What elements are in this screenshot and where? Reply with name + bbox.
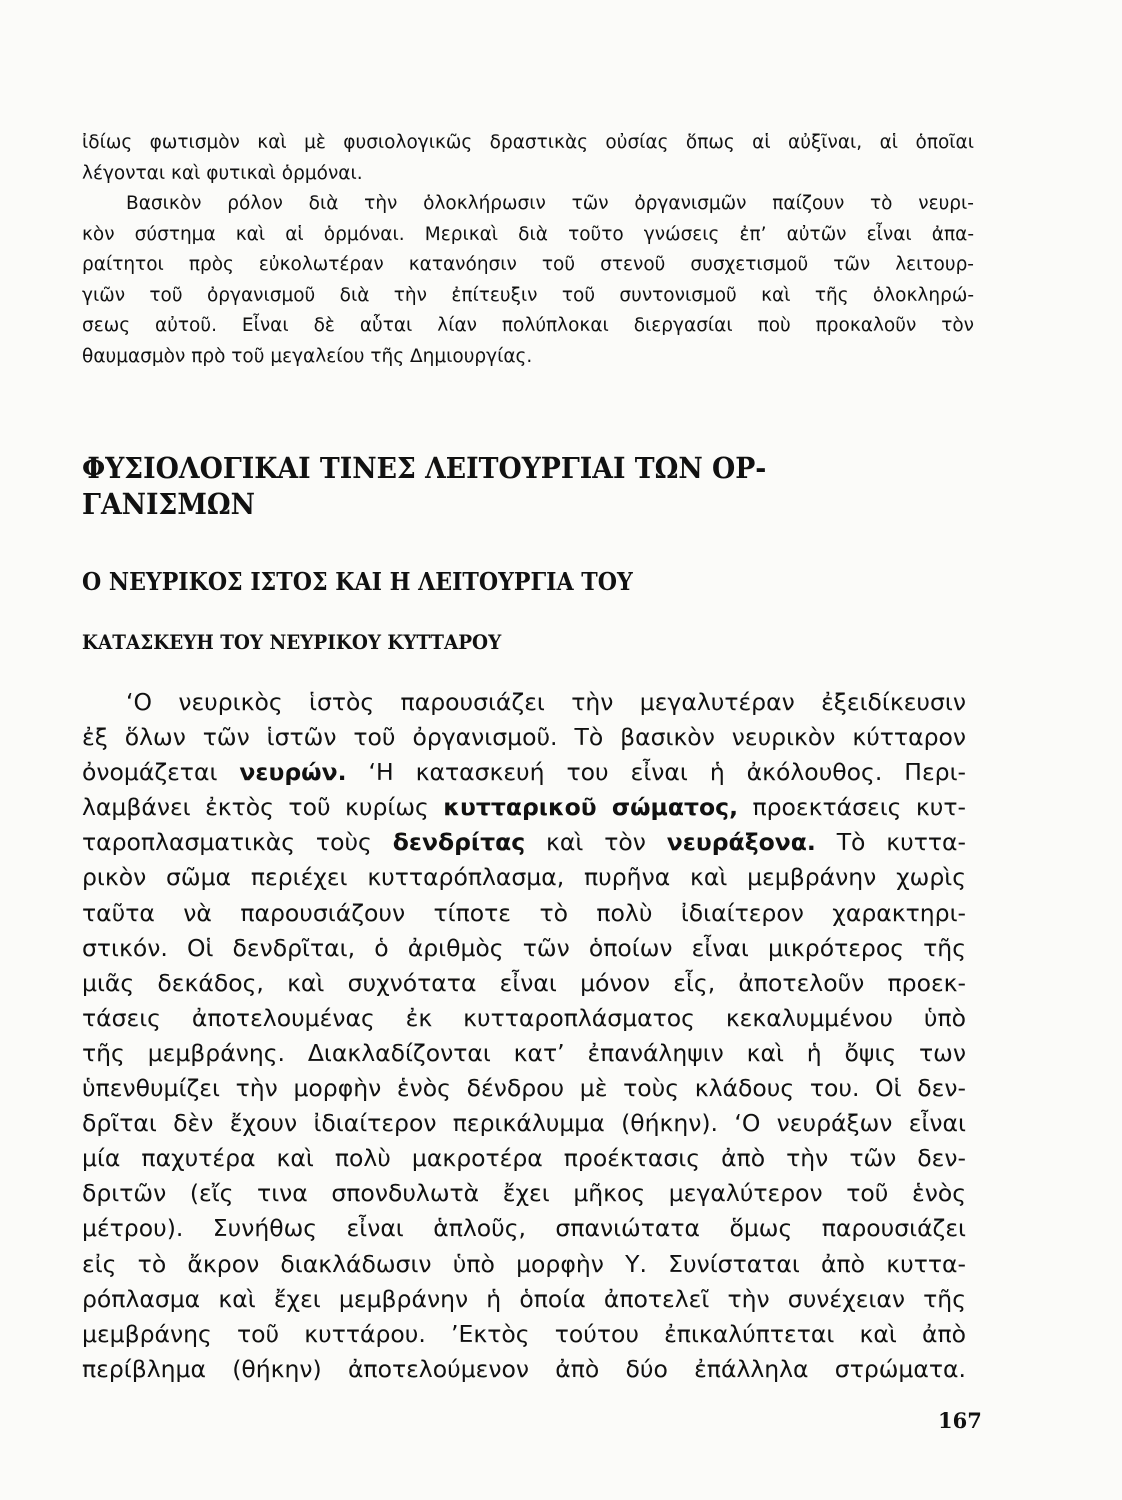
text-line xyxy=(82,790,966,825)
text-segment: καὶ τὸν xyxy=(525,828,667,857)
section-title: Ο ΝΕΥΡΙΚΟΣ ΙΣΤΟΣ ΚΑΙ Η ΛΕΙΤΟΥΡΓΙΑ ΤΟΥ xyxy=(82,567,633,596)
text-line xyxy=(82,1071,966,1106)
chapter-title-line: ΓΑΝΙΣΜΩΝ xyxy=(82,487,256,521)
text-line xyxy=(82,685,966,720)
bold-term: κυτταρικοῦ σώματος, xyxy=(443,793,738,822)
text-line xyxy=(82,1247,966,1282)
text-segment: ρόπλασμα καὶ ἔχει μεμβράνην ἡ ὁποία ἀποτελεῖ τὴν συνέχειαν τῆς xyxy=(82,1284,966,1313)
text-line xyxy=(82,896,966,931)
text-line: θαυμασμὸν πρὸ τοῦ μεγαλείου τῆς Δημιουργίας. xyxy=(82,345,533,367)
text-segment: δριτῶν (εἴς τινα σπονδυλωτὰ ἔχει μῆκος μεγαλύτερον τοῦ ἑνὸς xyxy=(82,1179,966,1208)
text-segment: προεκτάσεις κυτ- xyxy=(738,793,966,822)
text-line xyxy=(82,1141,966,1176)
text-line xyxy=(82,860,966,895)
bold-term: νευρών. xyxy=(239,758,347,787)
text-line xyxy=(82,1036,966,1071)
text-segment: τάσεις ἀποτελουμένας ἐκ κυτταροπλάσματος κεκαλυμμένου ὑπὸ xyxy=(82,1003,966,1032)
text-line: σεως αὐτοῦ. Εἶναι δὲ αὗται λίαν πολύπλοκαι διεργασίαι ποὺ προκαλοῦν τὸν xyxy=(82,315,974,336)
text-segment: μία παχυτέρα καὶ πολὺ μακροτέρα προέκτασις ἀπὸ τὴν τῶν δεν- xyxy=(82,1144,966,1173)
page-number: 167 xyxy=(938,1408,982,1433)
body-paragraph xyxy=(82,685,966,1387)
text-line: ἰδίως φωτισμὸν καὶ μὲ φυσιολογικῶς δραστικὰς οὐσίας ὅπως αἱ αὐξῖναι, αἱ ὁποῖαι xyxy=(82,132,974,153)
text-segment: εἰς τὸ ἄκρον διακλάδωσιν ὑπὸ μορφὴν Υ. Συνίσταται ἀπὸ κυττα- xyxy=(82,1249,966,1278)
text-line xyxy=(82,1317,966,1352)
chapter-title-line: ΦΥΣΙΟΛΟΓΙΚΑΙ ΤΙΝΕΣ ΛΕΙΤΟΥΡΓΙΑΙ ΤΩΝ ΟΡ- xyxy=(82,451,767,485)
text-line: ραίτητοι πρὸς εὐκολωτέραν κατανόησιν τοῦ στενοῦ συσχετισμοῦ τῶν λειτουρ- xyxy=(82,254,974,275)
text-line xyxy=(82,1282,966,1317)
text-segment: ὀνομάζεται xyxy=(82,758,240,787)
text-line xyxy=(82,1001,966,1036)
text-segment: ταροπλασματικὰς τοὺς xyxy=(82,828,393,857)
text-segment: Τὸ κυττα- xyxy=(815,828,967,857)
text-line: κὸν σύστημα καὶ αἱ ὁρμόναι. Μερικαὶ διὰ τοῦτο γνώσεις ἐπ’ αὐτῶν εἶναι ἀπα- xyxy=(82,223,974,245)
text-line xyxy=(82,931,966,966)
text-segment: λαμβάνει ἐκτὸς τοῦ κυρίως xyxy=(82,793,444,822)
text-line xyxy=(82,1352,966,1387)
text-line: γιῶν τοῦ ὀργανισμοῦ διὰ τὴν ἐπίτευξιν τοῦ συντονισμοῦ καὶ τῆς ὁλοκληρώ- xyxy=(82,284,974,306)
text-segment: δρῖται δὲν ἔχουν ἰδιαίτερον περικάλυμμα (θήκην). ‘Ο νευράξων εἶναι xyxy=(82,1109,966,1138)
intro-paragraphs xyxy=(82,128,974,372)
chapter-title xyxy=(82,450,892,522)
text-line xyxy=(82,755,966,790)
text-segment: περίβλημα (θήκην) ἀποτελούμενον ἀπὸ δύο ἐπάλληλα στρώματα. xyxy=(82,1354,966,1383)
text-segment: ‘Ο νευρικὸς ἱστὸς παρουσιάζει τὴν μεγαλυτέραν ἐξειδίκευσιν xyxy=(126,688,966,716)
bold-term: νευράξονα. xyxy=(666,828,816,857)
text-line xyxy=(82,720,966,755)
text-line xyxy=(82,1106,966,1141)
text-line: λέγονται καὶ φυτικαὶ ὁρμόναι. xyxy=(82,162,363,184)
text-line xyxy=(82,825,966,860)
text-segment: στικόν. Οἱ δενδρῖται, ὁ ἀριθμὸς τῶν ὁποίων εἶναι μικρότερος τῆς xyxy=(82,933,966,962)
text-segment: μέτρου). Συνήθως εἶναι ἁπλοῦς, σπανιώτατα ὅμως παρουσιάζει xyxy=(82,1214,966,1243)
text-segment: ‘Η κατασκευή του εἶναι ἡ ἀκόλουθος. Περι- xyxy=(346,758,967,787)
text-segment: ὑπενθυμίζει τὴν μορφὴν ἑνὸς δένδρου μὲ τοὺς κλάδους του. Οἱ δεν- xyxy=(82,1074,966,1103)
text-segment: τῆς μεμβράνης. Διακλαδίζονται κατ’ ἐπανάληψιν καὶ ἡ ὄψις των xyxy=(82,1038,966,1067)
text-segment: μιᾶς δεκάδος, καὶ συχνότατα εἶναι μόνον εἷς, ἀποτελοῦν προεκ- xyxy=(82,968,966,997)
bold-term: δενδρίτας xyxy=(392,828,526,857)
subsection-title: ΚΑΤΑΣΚΕΥΗ ΤΟΥ ΝΕΥΡΙΚΟΥ ΚΥΤΤΑΡΟΥ xyxy=(82,630,502,654)
text-line xyxy=(82,1176,966,1211)
text-line: Βασικὸν ρόλον διὰ τὴν ὁλοκλήρωσιν τῶν ὀργανισμῶν παίζουν τὸ νευρι- xyxy=(126,193,974,214)
text-segment: ρικὸν σῶμα περιέχει κυτταρόπλασμα, πυρῆνα καὶ μεμβράνην χωρὶς xyxy=(82,863,966,892)
text-segment: ἐξ ὅλων τῶν ἱστῶν τοῦ ὀργανισμοῦ. Τὸ βασικὸν νευρικὸν κύτταρον xyxy=(82,723,966,752)
text-segment: μεμβράνης τοῦ κυττάρου. ’Εκτὸς τούτου ἐπικαλύπτεται καὶ ἀπὸ xyxy=(82,1319,966,1348)
text-line xyxy=(82,966,966,1001)
text-line xyxy=(82,1211,966,1246)
text-segment: ταῦτα νὰ παρουσιάζουν τίποτε τὸ πολὺ ἰδιαίτερον χαρακτηρι- xyxy=(82,898,966,927)
